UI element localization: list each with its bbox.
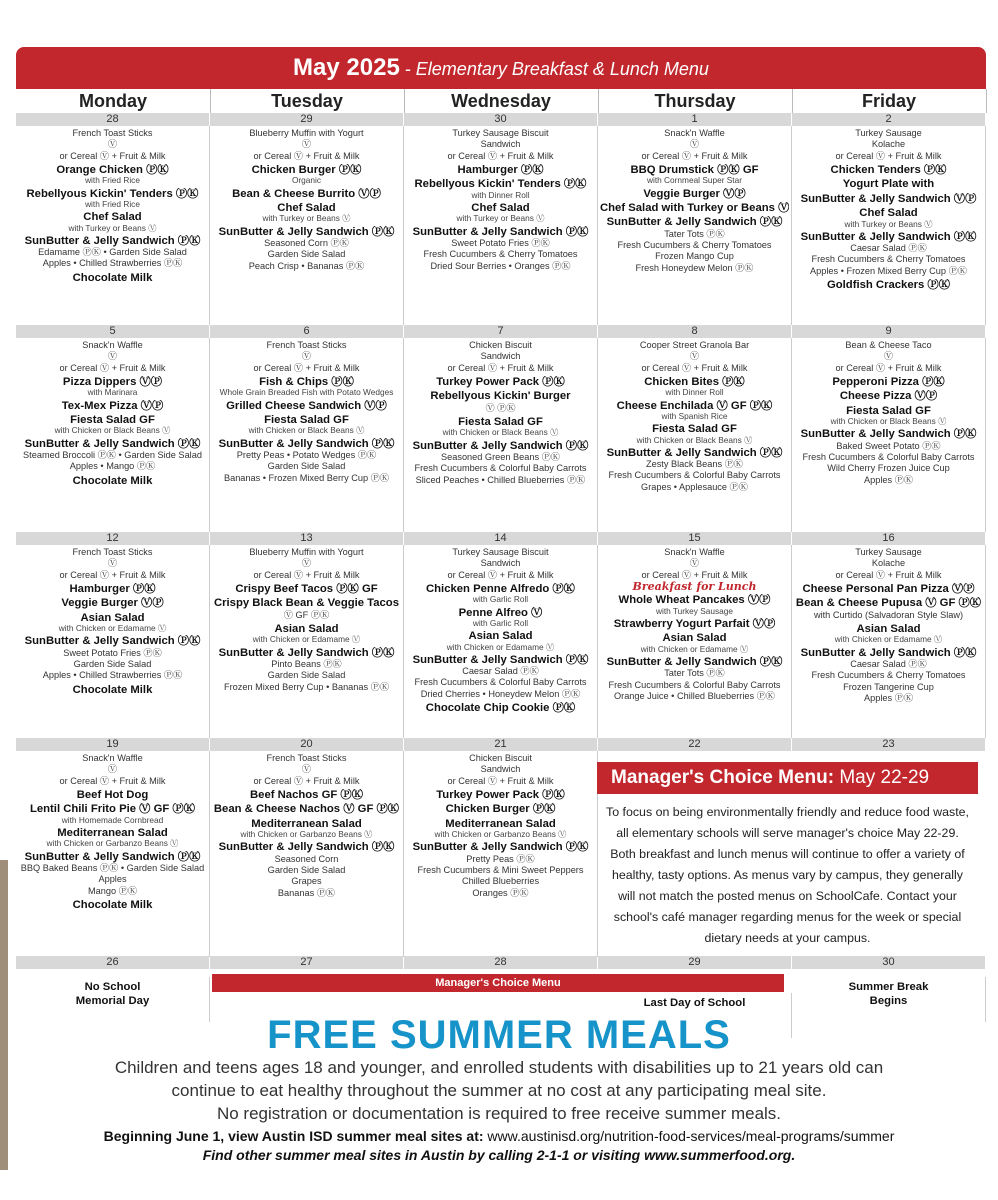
menu-item: with Cornmeal Super Star xyxy=(647,176,742,186)
menu-item: Peach Crisp • Bananas ⓅⓀ xyxy=(248,260,365,271)
date-13: 13 xyxy=(210,532,403,545)
menu-item: SunButter & Jelly Sandwich ⓅⓀ xyxy=(218,646,395,659)
menu-item: Bean & Cheese Pupusa Ⓥ GF ⓅⓀ xyxy=(795,597,982,610)
summer-line-3: No registration or documentation is required to free receive summer meals. xyxy=(216,1104,782,1123)
menu-item: Chocolate Chip Cookie ⓅⓀ xyxy=(425,702,576,715)
menu-item: Fish & Chips ⓅⓀ xyxy=(259,375,354,388)
menu-item: BBQ Baked Beans ⓅⓀ • Garden Side Salad xyxy=(20,862,205,873)
menu-cell xyxy=(792,338,986,532)
menu-item: with Turkey or Beans Ⓥ xyxy=(68,223,157,233)
menu-cell xyxy=(210,126,404,325)
menu-item: Cheese Enchilada Ⓥ GF ⓅⓀ xyxy=(616,399,773,412)
menu-item: Seasoned Green Beans ⓅⓀ xyxy=(441,452,560,463)
menu-item: Organic xyxy=(291,176,322,186)
menu-cell xyxy=(792,545,986,738)
free-summer-meals-title: FREE SUMMER MEALS xyxy=(267,1013,731,1057)
menu-item: Chef Salad xyxy=(859,207,918,220)
menu-item: Pinto Beans ⓅⓀ xyxy=(271,659,342,670)
menu-item: Grapes • Applesauce ⓅⓀ xyxy=(641,481,748,492)
menu-item: Apples • Mango ⓅⓀ xyxy=(69,461,156,472)
menu-item: SunButter & Jelly Sandwich ⓅⓀ xyxy=(218,437,395,450)
date-16: 16 xyxy=(792,532,985,545)
menu-item: Ⓥ xyxy=(107,764,118,775)
menu-item: SunButter & Jelly Sandwich ⓅⓀ xyxy=(24,437,201,450)
menu-cell xyxy=(16,126,210,325)
menu-item: Chocolate Milk xyxy=(72,474,153,487)
summer-url[interactable]: www.austinisd.org/nutrition-food-services/meal-programs/summer xyxy=(483,1128,895,1144)
menu-item: Hamburger ⓅⓀ xyxy=(457,163,544,176)
day-header-thursday: Thursday xyxy=(598,89,793,113)
menu-item: Orange Juice • Chilled Blueberries ⓅⓀ xyxy=(613,690,775,701)
menu-item: Bean & Cheese Taco xyxy=(845,340,932,350)
menu-item: with Turkey or Beans Ⓥ xyxy=(262,214,351,224)
menu-item: Rebellyous Kickin' Tenders ⓅⓀ xyxy=(26,187,199,200)
menu-item: Asian Salad xyxy=(80,611,145,624)
menu-item: Fresh Cucumbers & Cherry Tomatoes xyxy=(423,249,578,260)
summer-line-4: Beginning June 1, view Austin ISD summer meal sites at: www.austinisd.org/nutrition-food-services/meal-programs/summer xyxy=(103,1128,895,1144)
menu-item: Bean & Cheese Burrito ⓋⓅ xyxy=(232,187,381,200)
menu-item: Apples • Chilled Strawberries ⓅⓀ xyxy=(42,670,183,681)
menu-item: Garden Side Salad xyxy=(267,670,346,681)
date-23: 23 xyxy=(792,738,985,751)
managers-choice-line: will not match the posted menus on SchoolCafe. Contact your xyxy=(618,889,957,903)
menu-item: Garden Side Salad xyxy=(267,461,346,472)
menu-item: with Chicken or Edamame Ⓥ xyxy=(252,635,361,645)
menu-item: or Cereal Ⓥ + Fruit & Milk xyxy=(835,362,942,373)
menu-item: Turkey Sausage Biscuit xyxy=(452,128,549,138)
menu-item: SunButter & Jelly Sandwich ⓅⓀ xyxy=(412,439,589,452)
menu-item: Ⓥ xyxy=(107,351,118,362)
last-week-text: Memorial Day xyxy=(75,995,150,1008)
menu-item: BBQ Drumstick ⓅⓀ GF xyxy=(630,163,759,176)
menu-item: Snack'n Waffle xyxy=(82,753,143,763)
menu-item: SunButter & Jelly Sandwich ⓅⓀ xyxy=(606,216,783,229)
menu-item: Ⓥ xyxy=(107,139,118,150)
menu-item: Whole Wheat Pancakes ⓋⓅ xyxy=(618,594,771,607)
menu-item: with Chicken or Edamame Ⓥ xyxy=(834,635,943,645)
menu-item: Caesar Salad ⓅⓀ xyxy=(462,666,539,677)
summer-line-2: continue to eat healthy throughout the summer at no cost at any participating meal site. xyxy=(171,1081,827,1100)
menu-item: Chicken Bites ⓅⓀ xyxy=(644,375,745,388)
menu-item: Pizza Dippers ⓋⓅ xyxy=(62,375,163,388)
menu-cell xyxy=(210,751,404,957)
menu-item: Chicken Penne Alfredo ⓅⓀ xyxy=(426,582,575,595)
date-26: 26 xyxy=(16,956,209,969)
menu-item: Fiesta Salad GF xyxy=(458,416,543,428)
menu-item: Kolache xyxy=(871,139,906,150)
menu-item: Bananas • Frozen Mixed Berry Cup ⓅⓀ xyxy=(223,472,390,483)
menu-item: Apples • Frozen Mixed Berry Cup ⓅⓀ xyxy=(810,265,967,276)
menu-item: Asian Salad xyxy=(468,630,533,643)
menu-item: Blueberry Muffin with Yogurt xyxy=(249,547,364,557)
menu-item: or Cereal Ⓥ + Fruit & Milk xyxy=(447,362,554,373)
menu-item: Ⓥ GF ⓅⓀ xyxy=(283,609,330,620)
menu-item: Beef Nachos GF ⓅⓀ xyxy=(250,788,363,801)
menu-item: Tex-Mex Pizza ⓋⓅ xyxy=(61,399,164,412)
menu-item: Pepperoni Pizza ⓅⓀ xyxy=(832,375,945,388)
banner-subtitle: - Elementary Breakfast & Lunch Menu xyxy=(399,59,709,79)
menu-item: Sliced Peaches • Chilled Blueberries ⓅⓀ xyxy=(415,474,586,485)
menu-item: Chef Salad with Turkey or Beans Ⓥ xyxy=(600,201,789,214)
menu-item: Rebellyous Kickin' Burger xyxy=(430,390,571,403)
menu-item: Snack'n Waffle xyxy=(664,128,725,138)
menu-item: Seasoned Corn xyxy=(274,853,339,864)
summer-line-1: Children and teens ages 18 and younger, and enrolled students with disabilities up to 21 years old can xyxy=(114,1058,884,1077)
menu-item: Frozen Mixed Berry Cup • Bananas ⓅⓀ xyxy=(223,681,390,692)
menu-item: SunButter & Jelly Sandwich ⓅⓀ xyxy=(606,655,783,668)
menu-item: Fiesta Salad GF xyxy=(846,404,931,417)
date-22: 22 xyxy=(598,738,791,751)
day-header-tuesday: Tuesday xyxy=(210,89,405,113)
menu-item: with Garlic Roll xyxy=(472,618,529,628)
menu-item: Ⓥ xyxy=(689,351,700,362)
menu-item: Snack'n Waffle xyxy=(664,547,725,557)
date-30: 30 xyxy=(792,956,985,969)
menu-item: or Cereal Ⓥ + Fruit & Milk xyxy=(835,150,942,161)
date-29: 29 xyxy=(210,113,403,126)
date-21: 21 xyxy=(404,738,597,751)
menu-item: Wild Cherry Frozen Juice Cup xyxy=(827,463,950,474)
menu-item: Fresh Honeydew Melon ⓅⓀ xyxy=(635,262,754,273)
menu-item: Chef Salad xyxy=(471,201,530,214)
managers-choice-line: To focus on being environmentally friendly and reduce food waste, xyxy=(606,805,969,819)
menu-cell xyxy=(404,338,598,532)
menu-item: Sandwich xyxy=(480,139,521,150)
menu-item: Fiesta Salad GF xyxy=(652,423,737,436)
menu-item: Fiesta Salad GF xyxy=(264,413,349,426)
menu-item: Fiesta Salad GF xyxy=(70,413,155,426)
menu-item: with Chicken or Garbanzo Beans Ⓥ xyxy=(46,839,179,849)
menu-item: Fresh Cucumbers & Colorful Baby Carrots xyxy=(608,679,781,690)
menu-item: Ⓥ xyxy=(301,764,312,775)
menu-item: Turkey Sausage xyxy=(855,128,922,138)
menu-item: Chef Salad xyxy=(83,211,142,224)
menu-item: Bananas ⓅⓀ xyxy=(277,887,336,898)
menu-item: SunButter & Jelly Sandwich ⓅⓀ xyxy=(24,635,201,648)
menu-item: Chocolate Milk xyxy=(72,271,153,284)
menu-item: Lentil Chili Frito Pie Ⓥ GF ⓅⓀ xyxy=(29,803,196,816)
menu-item: Yogurt Plate with xyxy=(842,178,935,191)
menu-item: Cheese Personal Pan Pizza ⓋⓅ xyxy=(802,582,975,595)
date-19: 19 xyxy=(16,738,209,751)
menu-item: Frozen Mango Cup xyxy=(655,251,734,262)
menu-item: with Chicken or Garbanzo Beans Ⓥ xyxy=(434,830,567,840)
menu-item: Oranges ⓅⓀ xyxy=(472,887,529,898)
menu-item: Caesar Salad ⓅⓀ xyxy=(850,243,927,254)
menu-item: Chocolate Milk xyxy=(72,898,153,911)
last-week-text: Summer Break xyxy=(848,981,929,993)
menu-item: Veggie Burger ⓋⓅ xyxy=(643,187,746,200)
menu-item: or Cereal Ⓥ + Fruit & Milk xyxy=(253,775,360,786)
menu-item: Sandwich xyxy=(480,351,521,362)
menu-item: Dried Sour Berries • Oranges ⓅⓀ xyxy=(430,260,571,271)
title-banner xyxy=(16,47,986,89)
date-12: 12 xyxy=(16,532,209,545)
menu-item: Hamburger ⓅⓀ xyxy=(69,582,156,595)
menu-item: with Marinara xyxy=(87,388,138,398)
menu-item: Fresh Cucumbers & Colorful Baby Carrots xyxy=(414,463,587,474)
last-week-text: Last Day of School xyxy=(643,997,746,1009)
menu-item: with Chicken or Garbanzo Beans Ⓥ xyxy=(240,830,373,840)
menu-item: Blueberry Muffin with Yogurt xyxy=(249,128,364,138)
menu-item: Edamame ⓅⓀ • Garden Side Salad xyxy=(38,247,187,258)
managers-choice-line: all elementary schools will serve manager's choice May 22-29. xyxy=(616,826,959,840)
menu-item: Turkey Power Pack ⓅⓀ xyxy=(436,788,565,801)
menu-item: Mediterranean Salad xyxy=(57,826,168,839)
menu-item: Grapes xyxy=(291,876,322,887)
menu-item: Chicken Burger ⓅⓀ xyxy=(445,803,556,816)
managers-choice-bar: Manager's Choice Menu xyxy=(212,974,784,992)
date-2: 2 xyxy=(792,113,985,126)
menu-item: Chef Salad xyxy=(277,201,336,214)
menu-item: Asian Salad xyxy=(856,623,921,635)
menu-item: Sweet Potato Fries ⓅⓀ xyxy=(451,237,550,248)
menu-item: SunButter & Jelly Sandwich ⓅⓀ xyxy=(800,428,977,441)
menu-item: SunButter & Jelly Sandwich ⓅⓀ xyxy=(412,225,589,238)
managers-choice-line: school's café manager regarding menus for the week or special xyxy=(613,910,962,924)
menu-item: Pretty Peas ⓅⓀ xyxy=(466,853,535,864)
menu-item: or Cereal Ⓥ + Fruit & Milk xyxy=(253,569,360,580)
menu-item: SunButter & Jelly Sandwich ⓅⓀ xyxy=(606,446,783,459)
menu-item: Sandwich xyxy=(480,558,521,569)
menu-item: with Spanish Rice xyxy=(661,411,728,421)
menu-item: SunButter & Jelly Sandwich ⓅⓀ xyxy=(218,225,395,238)
managers-choice-line: healthy, tasty options. As menus vary by campus, they generally xyxy=(611,868,963,882)
menu-cell xyxy=(598,126,792,325)
menu-item: Penne Alfreo Ⓥ xyxy=(458,606,543,619)
managers-choice-line: Both breakfast and lunch menus will continue to offer a variety of xyxy=(610,847,965,861)
menu-item: with Garlic Roll xyxy=(472,595,529,605)
menu-item: Tater Tots ⓅⓀ xyxy=(664,228,725,239)
menu-item: or Cereal Ⓥ + Fruit & Milk xyxy=(59,775,166,786)
menu-item: Chocolate Milk xyxy=(72,683,153,696)
menu-item: Fresh Cucumbers & Cherry Tomatoes xyxy=(617,240,772,251)
menu-item: with Turkey or Beans Ⓥ xyxy=(844,219,933,229)
menu-item: with Chicken or Edamame Ⓥ xyxy=(58,624,167,634)
menu-item: or Cereal Ⓥ + Fruit & Milk xyxy=(59,362,166,373)
menu-item: or Cereal Ⓥ + Fruit & Milk xyxy=(447,775,554,786)
menu-cell xyxy=(210,338,404,532)
menu-item: Turkey Sausage Biscuit xyxy=(452,547,549,557)
menu-item: Chicken Biscuit xyxy=(469,340,532,350)
menu-item: with Turkey or Beans Ⓥ xyxy=(456,214,545,224)
menu-item: Bean & Cheese Nachos Ⓥ GF ⓅⓀ xyxy=(213,803,400,816)
menu-item: Whole Grain Breaded Fish with Potato Wedges xyxy=(219,388,394,398)
menu-item: Mango ⓅⓀ xyxy=(87,885,138,896)
menu-item: Zesty Black Beans ⓅⓀ xyxy=(645,459,743,470)
menu-item: Garden Side Salad xyxy=(73,659,152,670)
menu-item: Ⓥ xyxy=(107,558,118,569)
menu-item: Fresh Cucumbers & Mini Sweet Peppers xyxy=(417,865,584,876)
menu-item: Sweet Potato Fries ⓅⓀ xyxy=(63,647,162,658)
menu-cell xyxy=(404,126,598,325)
date-28: 28 xyxy=(16,113,209,126)
managers-choice-line: dietary needs at your campus. xyxy=(704,931,871,945)
menu-item: Kolache xyxy=(871,558,906,569)
menu-item: Sandwich xyxy=(480,764,521,775)
menu-item: with Curtido (Salvadoran Style Slaw) xyxy=(813,609,964,620)
menu-item: Chilled Blueberries xyxy=(461,876,540,887)
date-8: 8 xyxy=(598,325,791,338)
menu-item: Seasoned Corn ⓅⓀ xyxy=(264,237,349,248)
menu-item: Tater Tots ⓅⓀ xyxy=(664,668,725,679)
menu-item: Garden Side Salad xyxy=(267,249,346,260)
menu-item: Apples xyxy=(98,874,127,885)
menu-item: French Toast Sticks xyxy=(266,340,347,350)
menu-item: or Cereal Ⓥ + Fruit & Milk xyxy=(447,150,554,161)
menu-item: Ⓥ xyxy=(883,351,894,362)
menu-item: or Cereal Ⓥ + Fruit & Milk xyxy=(253,362,360,373)
menu-item: or Cereal Ⓥ + Fruit & Milk xyxy=(641,362,748,373)
menu-item: Crispy Beef Tacos ⓅⓀ GF xyxy=(235,582,378,595)
menu-item: Strawberry Yogurt Parfait ⓋⓅ xyxy=(613,617,776,630)
menu-cell xyxy=(598,338,792,532)
menu-item: Ⓥ xyxy=(689,139,700,150)
menu-item: with Chicken or Black Beans Ⓥ xyxy=(442,428,559,438)
summer-line-5: Find other summer meal sites in Austin by calling 2-1-1 or visiting www.summerfood.org. xyxy=(202,1147,796,1163)
date-6: 6 xyxy=(210,325,403,338)
menu-item: Dried Cherries • Honeydew Melon ⓅⓀ xyxy=(420,688,581,699)
managers-choice-title: Manager's Choice Menu: May 22-29 xyxy=(597,762,978,794)
menu-item: Asian Salad xyxy=(274,623,339,635)
menu-item: Fresh Cucumbers & Colorful Baby Carrots xyxy=(414,677,587,688)
menu-item: or Cereal Ⓥ + Fruit & Milk xyxy=(59,569,166,580)
menu-item: French Toast Sticks xyxy=(72,547,153,557)
menu-cell xyxy=(598,545,792,738)
menu-item: Asian Salad xyxy=(662,632,727,645)
menu-item: Snack'n Waffle xyxy=(82,340,143,350)
date-14: 14 xyxy=(404,532,597,545)
menu-item: SunButter & Jelly Sandwich ⓋⓅ xyxy=(800,192,977,205)
menu-item: Fresh Cucumbers & Colorful Baby Carrots xyxy=(802,452,975,463)
menu-item: SunButter & Jelly Sandwich ⓅⓀ xyxy=(412,841,589,854)
menu-item: Rebellyous Kickin' Tenders ⓅⓀ xyxy=(414,178,587,191)
menu-item: Baked Sweet Potato ⓅⓀ xyxy=(836,440,941,451)
menu-item: SunButter & Jelly Sandwich ⓅⓀ xyxy=(800,646,977,659)
date-28: 28 xyxy=(404,956,597,969)
menu-item: Veggie Burger ⓋⓅ xyxy=(61,597,164,610)
menu-item: Beef Hot Dog xyxy=(76,788,149,801)
menu-cell xyxy=(792,126,986,325)
menu-item: Ⓥ xyxy=(301,139,312,150)
date-1: 1 xyxy=(598,113,791,126)
menu-item: Orange Chicken ⓅⓀ xyxy=(56,163,169,176)
menu-item: Ⓥ xyxy=(301,351,312,362)
menu-cell xyxy=(404,545,598,738)
menu-item: or Cereal Ⓥ + Fruit & Milk xyxy=(835,569,942,580)
menu-item: with Fried Rice xyxy=(85,176,140,186)
date-9: 9 xyxy=(792,325,985,338)
menu-item: with Turkey Sausage xyxy=(655,606,734,616)
menu-item: or Cereal Ⓥ + Fruit & Milk xyxy=(253,150,360,161)
menu-item: with Chicken or Edamame Ⓥ xyxy=(640,644,749,654)
day-header-monday: Monday xyxy=(16,89,211,113)
menu-item: Steamed Broccoli ⓅⓀ • Garden Side Salad xyxy=(23,449,202,460)
menu-item: SunButter & Jelly Sandwich ⓅⓀ xyxy=(412,653,589,666)
menu-item: with Dinner Roll xyxy=(665,388,724,398)
last-week-text: No School xyxy=(84,981,141,993)
menu-item: Chicken Biscuit xyxy=(469,753,532,763)
menu-item: with Chicken or Black Beans Ⓥ xyxy=(54,426,171,436)
menu-item: Cooper Street Granola Bar xyxy=(639,340,750,350)
menu-item: with Chicken or Black Beans Ⓥ xyxy=(636,435,753,445)
menu-cell xyxy=(16,545,210,738)
menu-item: Ⓥ xyxy=(689,558,700,569)
menu-item: Apples ⓅⓀ xyxy=(863,692,914,703)
menu-cell xyxy=(404,751,598,957)
date-29: 29 xyxy=(598,956,791,969)
banner-month: May 2025 xyxy=(293,54,400,81)
menu-cell xyxy=(16,338,210,532)
menu-item: or Cereal Ⓥ + Fruit & Milk xyxy=(59,150,166,161)
menu-item: Chicken Burger ⓅⓀ xyxy=(251,163,362,176)
menu-item: Frozen Tangerine Cup xyxy=(843,681,934,692)
menu-item: Fresh Cucumbers & Cherry Tomatoes xyxy=(811,254,966,265)
menu-item: with Dinner Roll xyxy=(471,190,530,200)
menu-item: SunButter & Jelly Sandwich ⓅⓀ xyxy=(24,234,201,247)
menu-item: French Toast Sticks xyxy=(72,128,153,138)
menu-cell xyxy=(210,545,404,738)
menu-item: Mediterranean Salad xyxy=(445,817,556,830)
menu-item: or Cereal Ⓥ + Fruit & Milk xyxy=(447,569,554,580)
managers-choice-box xyxy=(597,762,978,948)
menu-item: French Toast Sticks xyxy=(266,753,347,763)
day-header-wednesday: Wednesday xyxy=(404,89,599,113)
menu-item: Ⓥ xyxy=(301,558,312,569)
menu-item: Mediterranean Salad xyxy=(251,817,362,830)
menu-item: Grilled Cheese Sandwich ⓋⓅ xyxy=(226,399,387,412)
menu-item: SunButter & Jelly Sandwich ⓅⓀ xyxy=(218,841,395,854)
day-header-friday: Friday xyxy=(792,89,987,113)
last-week-text: Begins xyxy=(869,995,908,1008)
menu-item: Crispy Black Bean & Veggie Tacos xyxy=(213,597,399,610)
menu-item: Fresh Cucumbers & Cherry Tomatoes xyxy=(811,670,966,681)
menu-cell xyxy=(16,751,210,957)
menu-item: SunButter & Jelly Sandwich ⓅⓀ xyxy=(800,230,977,243)
menu-item: Apples ⓅⓀ xyxy=(863,474,914,485)
menu-item: Caesar Salad ⓅⓀ xyxy=(850,659,927,670)
menu-item: or Cereal Ⓥ + Fruit & Milk xyxy=(641,569,748,580)
menu-item: Ⓥ ⓅⓀ xyxy=(485,402,516,413)
menu-item: with Chicken or Black Beans Ⓥ xyxy=(248,426,365,436)
menu-item: with Chicken or Black Beans Ⓥ xyxy=(830,417,947,427)
date-5: 5 xyxy=(16,325,209,338)
menu-item: SunButter & Jelly Sandwich ⓅⓀ xyxy=(24,850,201,863)
menu-item: Breakfast for Lunch xyxy=(632,580,757,593)
menu-item: with Fried Rice xyxy=(85,199,140,209)
menu-item: or Cereal Ⓥ + Fruit & Milk xyxy=(641,150,748,161)
managers-choice-text xyxy=(597,802,978,949)
menu-item: Goldfish Crackers ⓅⓀ xyxy=(826,279,951,292)
menu-item: with Chicken or Edamame Ⓥ xyxy=(446,642,555,652)
menu-item: Pretty Peas • Potato Wedges ⓅⓀ xyxy=(236,449,377,460)
menu-item: Cheese Pizza ⓋⓅ xyxy=(839,390,938,403)
date-27: 27 xyxy=(210,956,403,969)
date-20: 20 xyxy=(210,738,403,751)
menu-item: Garden Side Salad xyxy=(267,865,346,876)
date-30: 30 xyxy=(404,113,597,126)
menu-item: Apples • Chilled Strawberries ⓅⓀ xyxy=(42,258,183,269)
menu-item: Chicken Tenders ⓅⓀ xyxy=(830,163,947,176)
menu-item: with Homemade Cornbread xyxy=(61,815,164,825)
date-15: 15 xyxy=(598,532,791,545)
date-7: 7 xyxy=(404,325,597,338)
menu-item: Turkey Power Pack ⓅⓀ xyxy=(436,375,565,388)
menu-item: Fresh Cucumbers & Colorful Baby Carrots xyxy=(608,470,781,481)
menu-item: Turkey Sausage xyxy=(855,547,922,557)
